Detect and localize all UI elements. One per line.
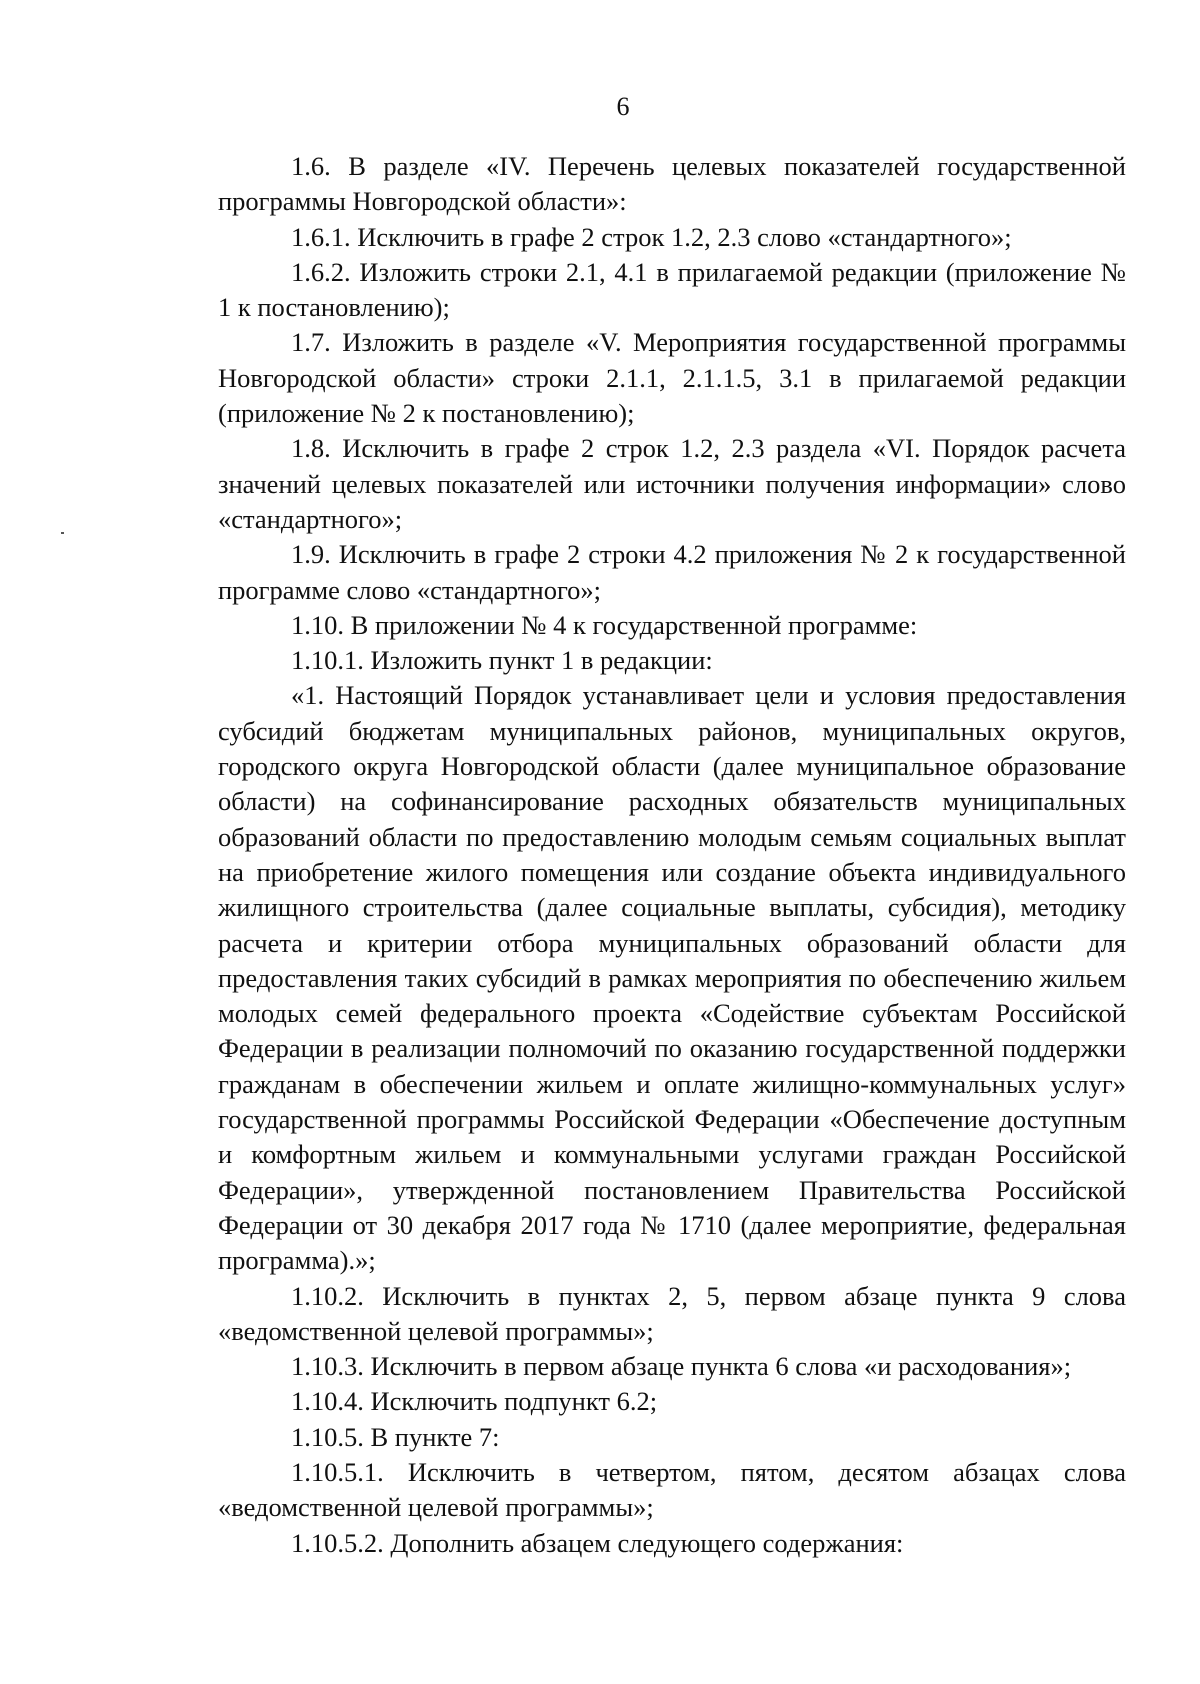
paragraph-1-10-4: 1.10.4. Исключить подпункт 6.2; [291,1386,658,1417]
paragraph-1-6: 1.6. В разделе «IV. Перечень целевых показателей государственной программы Новгородской области»: [218,151,1126,217]
paragraph-1-6-1: 1.6.1. Исключить в графе 2 строк 1.2, 2.3 слово «стандартного»; [291,221,1012,252]
paragraph-1-6-2: 1.6.2. Изложить строки 2.1, 4.1 в прилагаемой редакции (приложение № 1 к постановлению); [218,256,1126,323]
document-body [218,149,1126,1561]
page-number: 6 [616,92,630,121]
paragraph-1-10-5-1: 1.10.5.1. Исключить в четвертом, пятом, десятом абзацах слова «ведомственной целевой программы»; [218,1456,1126,1523]
paragraph-1-10-5: 1.10.5. В пункте 7: [291,1421,500,1452]
paragraph-1-10: 1.10. В приложении № 4 к государственной программе: [291,609,918,640]
paragraph-1-10-3: 1.10.3. Исключить в первом абзаце пункта 6 слова «и расходования»; [291,1351,1072,1382]
scan-speck [61,532,64,534]
paragraph-1-8: 1.8. Исключить в графе 2 строк 1.2, 2.3 раздела «VI. Порядок расчета значений целевых показателей или источники получения информации» слово «стандартного»; [218,433,1126,534]
paragraph-1-10-2: 1.10.2. Исключить в пунктах 2, 5, первом абзаце пункта 9 слова «ведомственной целевой программы»; [218,1280,1126,1346]
paragraph-1-7: 1.7. Изложить в разделе «V. Мероприятия государственной программы Новгородской области» строки 2.1.1, 2.1.1.5, 3.1 в прилагаемой редакции (приложение № 2 к постановлению); [218,327,1126,429]
paragraph-1-10-5-2: 1.10.5.2. Дополнить абзацем следующего содержания: [291,1527,904,1558]
paragraph-1-9: 1.9. Исключить в графе 2 строки 4.2 приложения № 2 к государственной программе слово «стандартного»; [218,539,1126,605]
paragraph-quoted-item-1: «1. Настоящий Порядок устанавливает цели и условия предоставления субсидий бюджетам муниципальных районов, муниципальных округов, городского округа Новгородской области (далее муниципальное образование области) на софинансирование расходных обязательств муниципальных образований области по предоставлению молодым семьям социальных выплат на приобретение жилого помещения или создание объекта индивидуального жилищного строительства (далее социальные выплаты, субсидия), методику расчета и критерии отбора муниципальных образований области для предоставления таких субсидий в рамках мероприятия по обеспечению жильем молодых семей федерального проекта «Содействие субъектам Российской Федерации в реализации полномочий по оказанию государственной поддержки гражданам в обеспечении жильем и оплате жилищно-коммунальных услуг» государственной программы Российской Федерации «Обеспечение доступным и комфортным жильем и коммунальными услугами граждан Российской Федерации», утвержденной постановлением Правительства Российской Федерации от 30 декабря 2017 года № 1710 (далее мероприятие, федеральная программа).»; [218,680,1126,1276]
paragraph-1-10-1: 1.10.1. Изложить пункт 1 в редакции: [291,645,713,676]
